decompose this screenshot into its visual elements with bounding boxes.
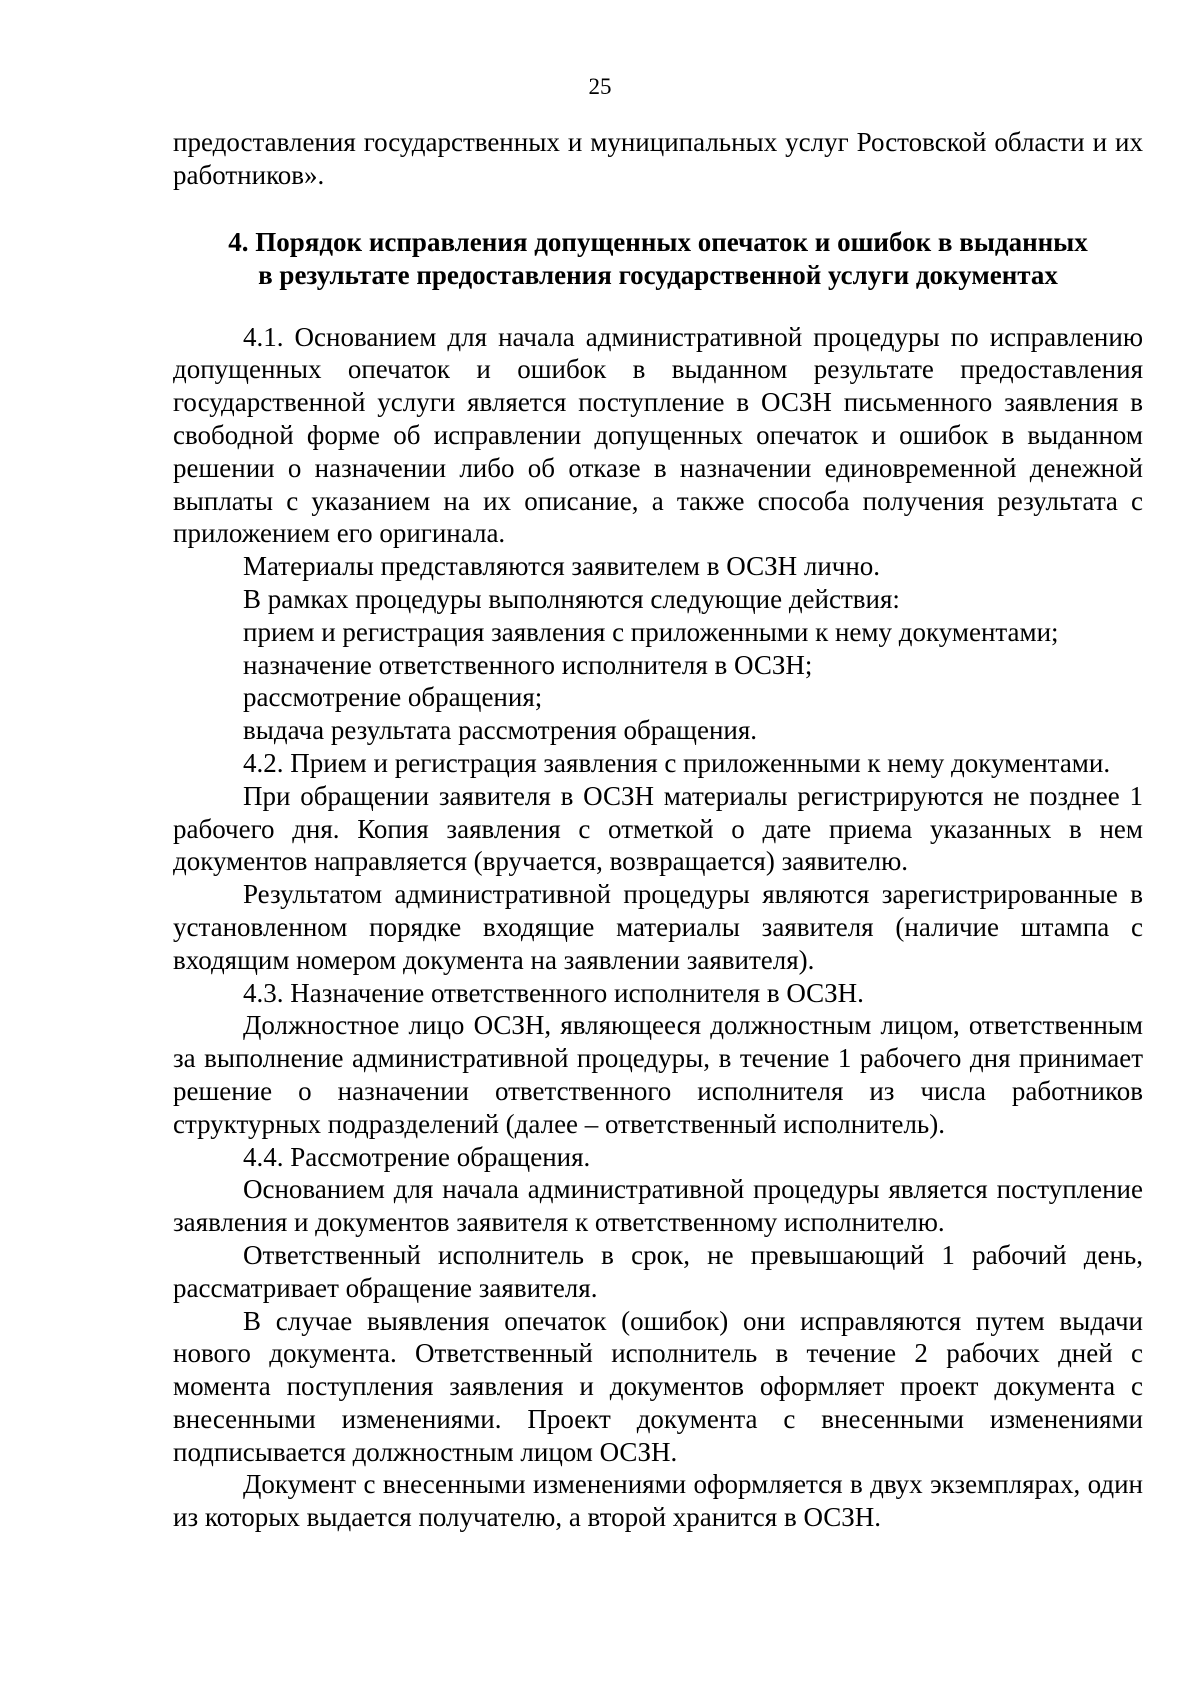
paragraph-4-4: 4.4. Рассмотрение обращения. <box>243 1141 591 1172</box>
paragraph-errors-found: В случае выявления опечаток (ошибок) они исправляются путем выдачи нового документа. Ответственный исполнитель в течение 2 рабочих дней с момента поступления заявления и документов оформляет проект документа с внесенными изменениями. Проект документа с внесенными изменениями подписывается должностным лицом ОСЗН. <box>173 1305 1143 1467</box>
list-item-action-2: назначение ответственного исполнителя в ОСЗН; <box>243 649 813 680</box>
list-item-action-4: выдача результата рассмотрения обращения. <box>243 715 758 746</box>
list-item-action-1: прием и регистрация заявления с приложенными к нему документами; <box>243 616 1059 647</box>
intro-paragraph: предоставления государственных и муниципальных услуг Ростовской области и их работников». <box>173 127 1143 190</box>
list-item-action-3: рассмотрение обращения; <box>243 682 543 713</box>
paragraph-actions-intro: В рамках процедуры выполняются следующие действия: <box>243 583 900 614</box>
paragraph-4-2: 4.2. Прием и регистрация заявления с приложенными к нему документами. <box>243 747 1111 778</box>
paragraph-review-term: Ответственный исполнитель в срок, не превышающий 1 рабочий день, рассматривает обращение заявителя. <box>173 1239 1143 1303</box>
paragraph-4-3: 4.3. Назначение ответственного исполнителя в ОСЗН. <box>243 977 864 1008</box>
paragraph-official: Должностное лицо ОСЗН, являющееся должностным лицом, ответственным за выполнение административной процедуры, в течение 1 рабочего дня принимает решение о назначении ответственного исполнителя из числа работников структурных подразделений (далее – ответственный исполнитель). <box>173 1010 1143 1139</box>
paragraph-materials: Материалы представляются заявителем в ОСЗН лично. <box>243 551 881 582</box>
section-heading-line-1: 4. Порядок исправления допущенных опечаток и ошибок в выданных <box>228 226 1088 257</box>
paragraph-4-1: 4.1. Основанием для начала административной процедуры по исправлению допущенных опечаток и ошибок в выданном результате предоставления государственной услуги является поступление в ОСЗН письменного заявления в свободной форме об исправлении допущенных опечаток и ошибок в выданном решении о назначении либо об отказе в назначении единовременной денежной выплаты с указанием на их описание, а также способа получения результата с приложением его оригинала. <box>173 321 1143 549</box>
paragraph-registration-result: Результатом административной процедуры являются зарегистрированные в установленном порядке входящие материалы заявителя (наличие штампа с входящим номером документа на заявлении заявителя). <box>173 879 1143 975</box>
paragraph-document-copies: Документ с внесенными изменениями оформляется в двух экземплярах, один из которых выдается получателю, а второй хранится в ОСЗН. <box>173 1469 1143 1533</box>
paragraph-review-basis: Основанием для начала административной процедуры является поступление заявления и документов заявителя к ответственному исполнителю. <box>173 1174 1143 1238</box>
section-heading <box>173 226 1143 292</box>
paragraph-registration: При обращении заявителя в ОСЗН материалы регистрируются не позднее 1 рабочего дня. Копия заявления с отметкой о дате приема указанных в нем документов направляется (вручается, возвращается) заявителю. <box>173 780 1143 877</box>
page-number: 25 <box>588 74 612 99</box>
section-heading-line-2: в результате предоставления государственной услуги документах <box>258 259 1058 290</box>
document-body <box>173 126 1143 1534</box>
